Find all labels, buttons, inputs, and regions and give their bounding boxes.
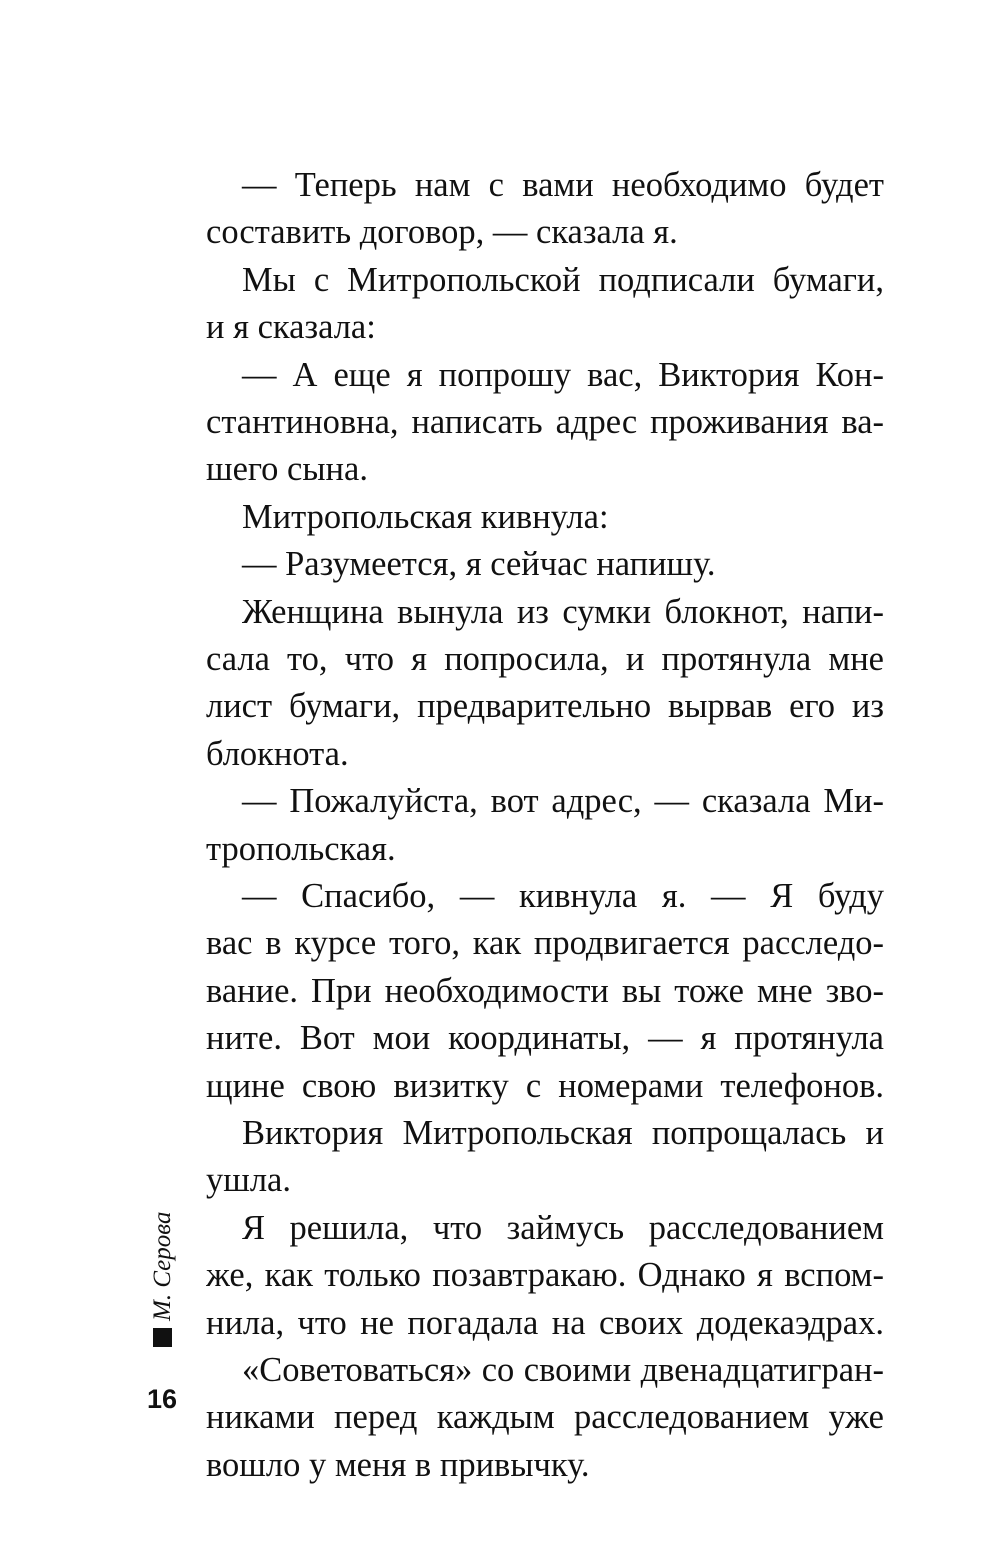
square-marker-icon — [153, 1328, 172, 1347]
text-line: — А еще я попрошу вас, Виктория Кон- — [242, 355, 884, 394]
text-line: щине свою визитку с номерами телефонов. — [206, 1066, 884, 1105]
text-line: ните. Вот мои координаты, — я протянула — [206, 1019, 884, 1058]
text-line: Я решила, что займусь расследованием — [242, 1208, 884, 1247]
text-line: же, как только позавтракаю. Однако я вспом- — [206, 1256, 884, 1295]
text-line: вание. При необходимости вы тоже мне зво- — [206, 971, 884, 1010]
text-line: стантиновна, написать адрес проживания ва- — [206, 402, 884, 441]
author-name: М. Серова — [149, 1211, 176, 1321]
text-line: — Пожалуйста, вот адрес, — сказала Ми- — [242, 782, 884, 821]
text-line: Виктория Митропольская попрощалась и — [242, 1113, 884, 1152]
text-line: и я сказала: — [206, 308, 376, 347]
body-text — [206, 162, 884, 1489]
text-line: тропольская. — [206, 829, 396, 868]
text-line: «Советоваться» со своими двенадцатигран- — [242, 1350, 884, 1389]
running-head — [143, 1213, 183, 1343]
text-line: — Спасибо, — кивнула я. — Я буду — [242, 876, 884, 915]
text-line: — Разумеется, я сейчас напишу. — [242, 545, 716, 584]
text-line: вошло у меня в привычку. — [206, 1445, 590, 1484]
text-line: нила, что не погадала на своих додекаэдрах. — [206, 1303, 884, 1342]
text-line: Мы с Митропольской подписали бумаги, — [242, 260, 884, 299]
text-line: блокнота. — [206, 734, 349, 773]
text-line: никами перед каждым расследованием уже — [206, 1398, 884, 1437]
text-line: сала то, что я попросила, и протянула мне — [206, 639, 884, 678]
text-line: — Теперь нам с вами необходимо будет — [242, 166, 884, 204]
text-line: составить договор, — сказала я. — [206, 213, 678, 252]
text-line: вас в курсе того, как продвигается расследо- — [206, 924, 884, 963]
page-number: 16 — [147, 1384, 178, 1414]
text-line: Митропольская кивнула: — [242, 497, 609, 536]
text-line: Женщина вынула из сумки блокнот, напи- — [242, 592, 884, 631]
text-line: шего сына. — [206, 450, 368, 489]
text-line: ушла. — [206, 1161, 291, 1200]
text-line: лист бумаги, предварительно вырвав его из — [206, 687, 884, 726]
